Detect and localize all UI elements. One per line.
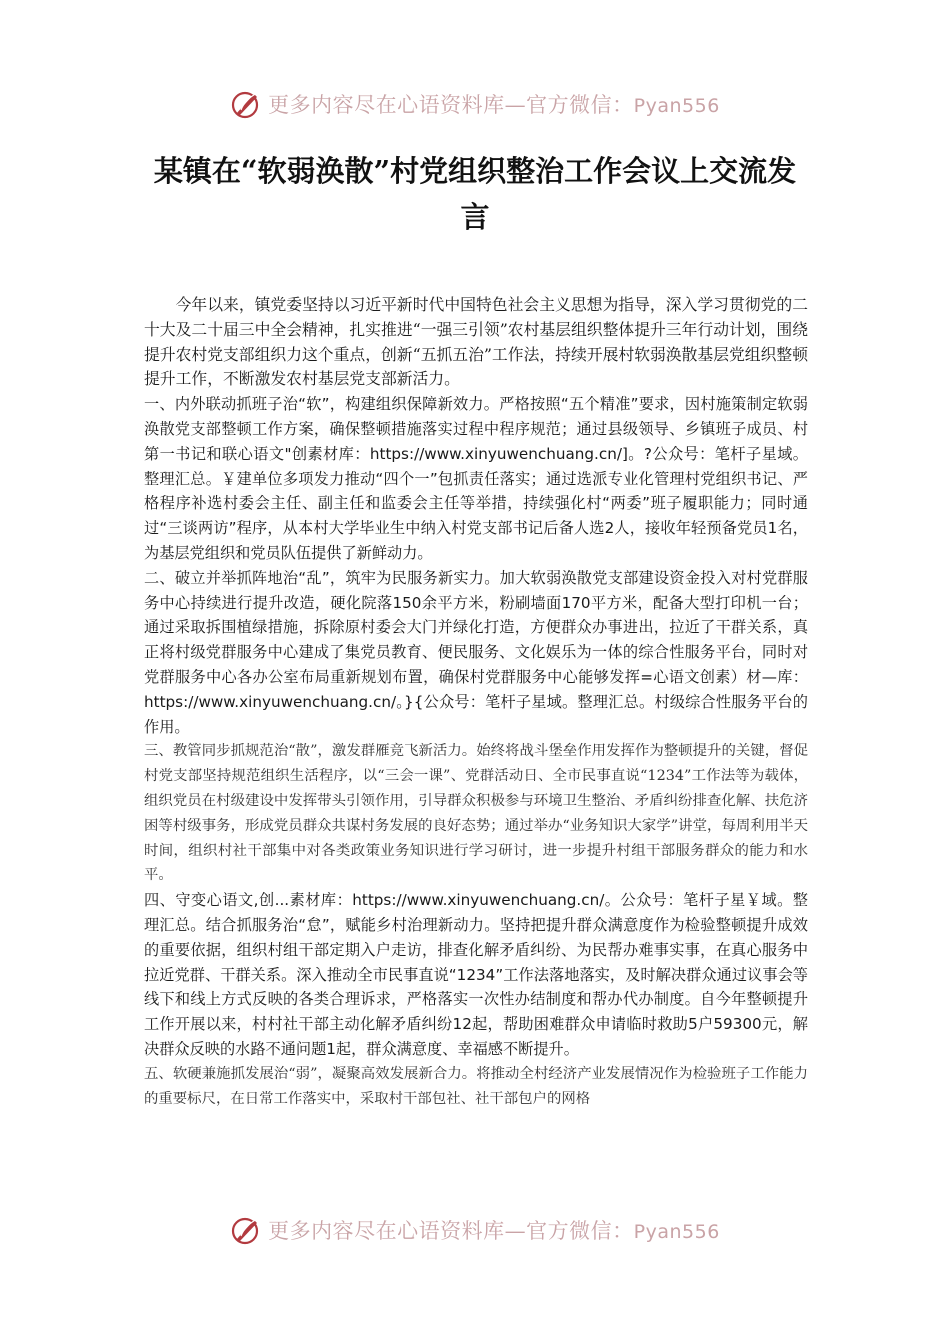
watermark-text: 更多内容尽在心语资料库—官方微信：Pyan556: [268, 93, 720, 117]
document-body: [144, 293, 808, 1111]
document-title: 某镇在“软弱涣散”村党组织整治工作会议上交流发言: [153, 154, 797, 234]
watermark-banner-top: [0, 84, 950, 124]
section-5-paragraph: 五、软硬兼施抓发展治“弱”，凝聚高效发展新合力。将推动全村经济产业发展情况作为检验班子工作能力的重要标尺，在日常工作落实中，采取村干部包社、社干部包户的网格: [144, 1065, 808, 1107]
section-3-paragraph: 三、教管同步抓规范治“散”，激发群雁竞飞新活力。始终将战斗堡垒作用发挥作为整顿提升的关键，督促村党支部坚持规范组织生活程序，以“三会一课”、党群活动日、全市民事直说“1234”工作法等为载体，组织党员在村级建设中发挥带头引领作用，引导群众积极参与环境卫生整治、矛盾纠纷排查化解、扶危济困等村级事务，形成党员群众共谋村务发展的良好态势；通过举办“业务知识大家学”讲堂，每周利用半天时间，组织村社干部集中对各类政策业务知识进行学习研讨，进一步提升村组干部服务群众的能力和水平。: [144, 743, 808, 884]
quill-circle-logo-icon: [230, 88, 262, 120]
quill-circle-logo-icon: [230, 1214, 262, 1246]
section-1-paragraph: 一、内外联动抓班子治“软”，构建组织保障新效力。严格按照“五个精准”要求，因村施策制定软弱涣散党支部整顿工作方案，确保整顿措施落实过程中程序规范；通过县级领导、乡镇班子成员、村第一书记和联心语文"创素材库：https://www.xinyuwenchuang.cn/]。?公众号：笔杆子星域。整理汇总。￥建单位多项发力推动“四个一”包抓责任落实；通过选派专业化管理村党组织书记、严格程序补选村委会主任、副主任和监委会主任等举措，持续强化村“两委”班子履职能力；同时通过“三谈两访”程序，从本村大学毕业生中纳入村党支部书记后备人选2人，接收年轻预备党员1名，为基层党组织和党员队伍提供了新鲜动力。: [144, 395, 808, 562]
section-2-paragraph: 二、破立并举抓阵地治“乱”，筑牢为民服务新实力。加大软弱涣散党支部建设资金投入对村党群服务中心持续进行提升改造，硬化院落150余平方米，粉刷墙面170平方米，配备大型打印机一台；通过采取拆围植绿措施，拆除原村委会大门并绿化打造，方便群众办事进出，拉近了干群关系，真正将村级党群服务中心建成了集党员教育、便民服务、文化娱乐为一体的综合性服务平台，同时对党群服务中心各办公室布局重新规划布置，确保村党群服务中心能够发挥=心语文创素）材—库：https://www.xinyuwenchuang.cn/。}{公众号：笔杆子星域。整理汇总。村级综合性服务平台的作用。: [144, 568, 808, 736]
watermark-text: 更多内容尽在心语资料库—官方微信：Pyan556: [268, 1219, 720, 1243]
section-4-paragraph: 四、守变心语文,创...素材库：https://www.xinyuwenchuang.cn/。公众号：笔杆子星￥域。整理汇总。结合抓服务治“怠”，赋能乡村治理新动力。坚持把提升群众满意度作为检验整顿提升成效的重要依据，组织村组干部定期入户走访，排查化解矛盾纠纷、为民帮办难事实事，在真心服务中拉近党群、干群关系。深入推动全市民事直说“1234”工作法落地落实，及时解决群众通过议事会等线下和线上方式反映的各类合理诉求，严格落实一次性办结制度和帮办代办制度。自今年整顿提升工作开展以来，村村社干部主动化解矛盾纠纷12起，帮助困难群众申请临时救助5户59300元，解决群众反映的水路不通问题1起，群众满意度、幸福感不断提升。: [144, 891, 808, 1058]
intro-paragraph: 今年以来，镇党委坚持以习近平新时代中国特色社会主义思想为指导，深入学习贯彻党的二十大及二十届三中全会精神，扎实推进“一强三引领”农村基层组织整体提升三年行动计划，围绕提升农村党支部组织力这个重点，创新“五抓五治”工作法，持续开展村软弱涣散基层党组织整顿提升工作，不断激发农村基层党支部新活力。: [144, 295, 808, 389]
watermark-banner-bottom: [0, 1210, 950, 1250]
